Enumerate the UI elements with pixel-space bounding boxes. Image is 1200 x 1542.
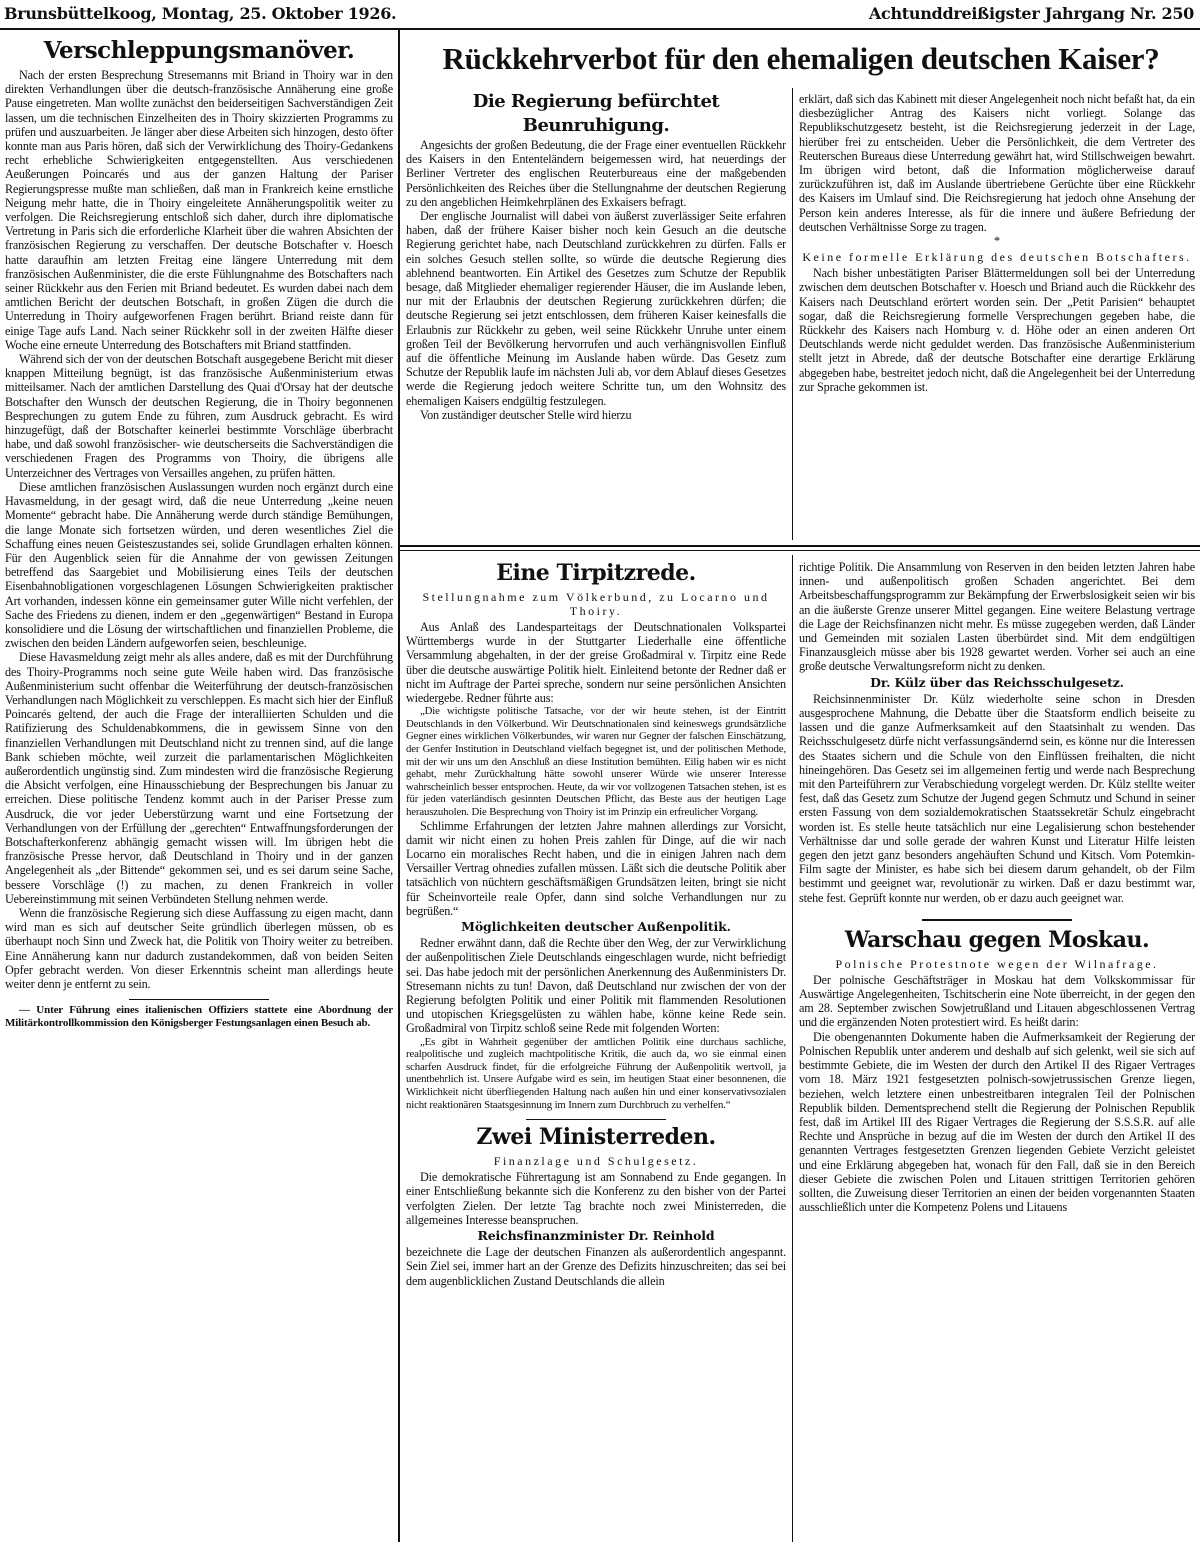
- article-title: Verschleppungsmanöver.: [43, 37, 355, 64]
- paragraph: Schlimme Erfahrungen der letzten Jahre mahnen allerdings zur Vorsicht, damit wir nicht einen zu hohen Preis zahlen für Dinge, auf die wir nach Locarno ein moralisches Recht haben, und die in einigen Jahren nach dem Versailler Vertrag ohnedies zufallen müssen. Läßt sich die deutsche Politik aber tatsächlich von nüchtern geschäftsmäßigen Grundsätzen leiten, bringt sie nicht für Scheinvorteile reale Opfer, dann sind solche Verhandlungen nur zu begrüßen.“: [406, 818, 786, 918]
- article-subtitle: Finanzlage und Schulgesetz.: [493, 1154, 699, 1169]
- article-title: Zwei Ministerreden.: [476, 1124, 716, 1151]
- paragraph: Die obengenannten Dokumente haben die Aufmerksamkeit der Regierung der Polnischen Republik unter anderem und deshalb auf sich gelenkt, weil sie sich auf bestimmte Gebiete, die im Westen der durch den Artikel II des Rigaer Vertrages vom 18. März 1921 festgesetzten polnisch-sowjetrussischen Grenze liegen, beziehen, welch letztere einen unbestreitbaren integralen Teil der Polnischen Republik bilden. Dementsprechend stellt die Regierung der Polnischen Republik fest, daß im Artikel III des Rigaer Vertrages die Regierung der S.S.S.R. auf alle Rechte und Ansprüche in bezug auf die im Westen der durch den Artikel II des genannten Vertrages festgesetzten Grenzen liegenden Gebiete Verzicht geleistet und eine Erklärung abgegeben hat, wonach für den Fall, daß sie in den Bereich dieser Gebiete die zwischen Polen und Litauen strittigen Territorien gehören sollten, die Zuweisung dieser Territorien an einen der beiden vorgenannten Staaten ausschließlich unter die Kompetenz Polens und Litauens: [799, 1029, 1195, 1215]
- paragraph: erklärt, daß sich das Kabinett mit dieser Angelegenheit noch nicht befaßt hat, da ein diesbezüglicher Antrag des Kaisers nicht vorliegt. Solange das Republikschutzgesetz besteht, ist die Reichsregierung jederzeit in der Lage, hierüber frei zu entscheiden. Ueber die Persönlichkeit, die dem Vertreter des Reuterschen Bureaus diese Unterredung gewährt hat, wird Stillschweigen bewahrt. Im übrigen wird betont, daß die Information möglicherweise darauf zurückzuführen ist, daß im Auslande übertriebene Gerüchte über eine Rückkehr des Kaisers im Umlauf sind. Die Reichsregierung hat jedoch ohne Ansehung der Person kein anderes Interesse, als für die innere und äußere Befriedung der deutschen Verhältnisse Sorge zu tragen.: [799, 92, 1195, 234]
- article-title: Eine Tirpitzrede.: [496, 560, 696, 586]
- headline-kaiser: Rückkehrverbot für den ehemaligen deutschen Kaiser?: [442, 41, 1160, 76]
- paragraph: Diese Havasmeldung zeigt mehr als alles andere, daß es mit der Durchführung des Thoiry-Programms noch seine gute Weile haben wird. Das französische Außenministerium sucht offenbar die Weiterführung der deutsch-französischen Verhandlungen nach Möglichkeit zu verschleppen. Es macht sich hier der Einfluß Poincarés geltend, der auch die Frage der interalliierten Schulden und die Ratifizierung des Schuldenabkommens, die in gewissem Sinne von den finanziellen Verhandlungen mit Deutschland nicht zu trennen sind, auf die lange Bank schieben möchte, weil zurzeit die parlamentarischen Möglichkeiten außerordentlich ungünstig sind. Zum mindesten wird die französische Regierung die Absicht verfolgen, eine Hinausschiebung der Besprechungen bis Januar zu erreichen. Diese politische Tendenz kommt auch in der Pariser Presse zum Ausdruck, die vor jeder Ueberstürzung warnt und eine Fortsetzung der Verhandlungen von der Erfüllung der „gerechten“ Entwaffnungsforderungen der Botschafterkonferenz abhängig gemacht wissen will. Im übrigen hebt die französische Presse hervor, daß Deutschland in Thoiry und in der ganzen Angelegenheit als „der Bittende“ gekommen sei, und es sei darum seine Sache, bessere Vorschläge (!) zu machen, zu denen Frankreich in voller Uebereinstimmung mit seinen Verbündeten Stellung nehmen werde.: [5, 650, 393, 906]
- divider: [922, 919, 1072, 921]
- section-rule: [400, 545, 1200, 547]
- paragraph: bezeichnete die Lage der deutschen Finanzen als außerordentlich angespannt. Sein Ziel sei, immer hart an der Grenze des Defizits hinzuschreiten; das sei bei dem augenblicklichen Zustand Deutschlands die allein: [406, 1245, 786, 1288]
- column-divider: [792, 88, 793, 540]
- section-subhead: Möglichkeiten deutscher Außenpolitik.: [461, 918, 731, 934]
- paragraph: Angesichts der großen Bedeutung, die der Frage einer eventuellen Rückkehr des Kaisers in den Ententeländern beigemessen wird, hat neuerdings der Berliner Vertreter des englischen Reuterbureaus eine der maßgebenden Persönlichkeiten des Reiches über die Stellungnahme der deutschen Regierung zu den angeblichen Heimkehrplänen des Exkaisers befragt.: [406, 138, 786, 209]
- volume-number: Achtunddreißigster Jahrgang Nr. 250: [868, 4, 1194, 23]
- article-subtitle: Stellungnahme zum Völkerbund, zu Locarno und Thoiry.: [422, 590, 770, 618]
- paragraph: Redner erwähnt dann, daß die Rechte über den Weg, der zur Verwirklichung der außenpolitischen Ziele Deutschlands eingeschlagen wurde, nicht befriedigt sei. Das habe jedoch mit der persönlichen Anerkennung des Außenministers Dr. Stresemann nichts zu tun! Davon, daß Deutschland nur zwischen der von der Regierung befolgten Politik und einer Politik mit flammenden Resolutionen und utopischen Kriegsgelüsten zu wählen habe, könne keine Rede sein. Großadmiral von Tirpitz schloß seine Rede mit folgenden Worten:: [406, 936, 786, 1036]
- paragraph: Diese amtlichen französischen Auslassungen wurden noch ergänzt durch eine Havasmeldung, in der gesagt wird, daß die neue Unterredung „keine neuen Momente“ gebracht habe. Die Annäherung werde durch ständige Bemühungen, die lange Monate sich fortsetzen würden, und deren wesentliches Ziel die Schaffung eines neuen Geisteszustandes sei, solide Grundlagen erhalten können. Für den Augenblick seien für die Annahme der von gewissen Zeitungen betreffend das Saargebiet und Mobilisierung eines Teils der deutschen Eisenbahnobligationen vorgeschlagenen Lösungen Schwierigkeiten praktischer Art vorhanden, indessen könne ein gemeinsamer guter Wille nicht verfehlen, der Sache des Friedens zu dienen, indem er den „gegenwärtigen“ Bestand in Europa konsolidiere und die Lösung der wirtschaftlichen und finanziellen Probleme, die zwischen den beiden Ländern aufgeworfen seien, beschleunige.: [5, 479, 393, 651]
- news-brief: — Unter Führung eines italienischen Offiziers stattete eine Abordnung der Militärkontrollkommission den Königsberger Festungsanlagen einen Besuch ab.: [5, 1004, 393, 1030]
- article-title: Warschau gegen Moskau.: [844, 926, 1150, 953]
- section-subhead: Reichsfinanzminister Dr. Reinhold: [477, 1227, 715, 1243]
- paragraph: Wenn die französische Regierung sich diese Auffassung zu eigen macht, dann wird man es sich auf deutscher Seite gründlich überlegen müssen, ob es überhaupt noch Sinn und Zweck hat, die Politik von Thoiry weiter zu betreiben. Eine Annäherung kann nur dadurch zustandekommen, daß von beiden Seiten Opfer gebracht werden. Von dieser Erkenntnis scheint man allerdings heute weiter denn je entfernt zu sein.: [5, 905, 393, 991]
- paragraph: Nach der ersten Besprechung Stresemanns mit Briand in Thoiry war in den direkten Verhandlungen über die deutsch-französische Annäherung eine große Pause eingetreten. Man wollte zunächst den beiderseitigen Sachverständigen Zeit lassen, um die technischen Einzelheiten des in Thoiry skizzierten Programms zu prüfen und auszuarbeiten. Je länger aber diese Arbeiten sich hinzogen, desto öfter konnte man aus Paris hören, daß sich der Verwirklichung des Thoiry-Gedankens recht erhebliche Schwierigkeiten entgegenstellten. Aus verschiedenen Aeußerungen Poincarés und aus der ganzen Haltung der Pariser Regierungspresse mußte man schließen, daß man in Frankreich keine ernstliche Neigung mehr hatte, die in Thoiry eingeleitete Annäherungspolitik weiter zu verfolgen. Die Reichsregierung entschloß sich daher, durch ihre diplomatische Vertretung in Paris sich die erforderliche Klarheit über die wahren Absichten der französischen Regierung zu verschaffen. Der deutsche Botschafter v. Hoesch hatte daraufhin am letzten Freitag eine längere Unterredung mit dem französischen Außenminister, die die erste Fühlungnahme des Botschafters nach seiner Rückkehr aus den Ferien mit Briand bedeutet. Es wurden dabei nach dem amtlichen Bericht der deutschen Botschaft, in großen Zügen die durch die Unterredung in Thoiry aufgeworfenen Fragen berührt. Briand reiste dann für einige Tage aufs Land. Nach seiner Rückkehr soll in der zweiten Hälfte dieser Woche eine erneute Unterredung des Botschafters mit Briand stattfinden.: [5, 68, 393, 352]
- paragraph: Von zuständiger deutscher Stelle wird hierzu: [420, 407, 632, 422]
- quotation: „Die wichtigste politische Tatsache, vor der wir heute stehen, ist der Eintritt Deutschlands in den Völkerbund. Wir Deutschnationalen sind keineswegs grundsätzliche Gegner eines wirklichen Völkerbundes, wir waren nur Gegner der falschen Einschätzung, der Genfer Institution in Deutschland vielfach begegnet ist, und der politischen Methode, mit der wir uns um den Anschluß an diese Institution bemühten. Eilig haben wir es nicht gehabt, mehr Zurückhaltung hätte sowohl unserer Würde wie unserer Interesse wahrscheinlich besser entsprochen. Heute, da wir vor vollzogenen Tatsachen stehen, ist es für jeden vaterländisch gesinnten Deutschen Pflicht, das Beste aus der heutigen Lage herauszuholen. Die Besprechung von Thoiry ist im Prinzip ein erfreulicher Vorgang.: [406, 705, 786, 818]
- article-ministerreden-cont: [799, 560, 1195, 1542]
- article-kaiser-col1: [406, 90, 786, 542]
- article-subhead: Die Regierung befürchtet Beunruhigung.: [472, 91, 720, 136]
- article-tirpitz: [406, 558, 786, 1542]
- article-kaiser-col2: [799, 92, 1195, 542]
- paragraph: Die demokratische Führertagung ist am Sonnabend zu Ende gegangen. In einer Entschließung bekannte sich die Konferenz zu den bisher von der Partei verfolgten Zielen. Der letzte Tag brachte noch zwei Ministerreden, die allgemeines Interesse beanspruchen.: [406, 1170, 786, 1227]
- place-date: Brunsbüttelkoog, Montag, 25. Oktober 1926.: [4, 4, 397, 23]
- divider: [129, 999, 269, 1000]
- paragraph: Während sich der von der deutschen Botschaft ausgegebene Bericht mit dieser knappen Mitteilung begnügt, ist das französische Außenministerium etwas mitteilsamer. Nach der amtlichen Darstellung des Quai d'Orsay hat der deutsche Botschafter den Wunsch der deutschen Regierung, die in Thoiry begonnenen Besprechungen zu gutem Ende zu führen, zum Ausdruck gebracht. Es wird hinzugefügt, daß der Botschafter keinerlei bestimmte Vorschläge überbracht habe, und daß sowohl französischer- wie deutscherseits die Sachverständigen die verschiedenen Fragen des Programms von Thoiry, die übrigens alle Unterzeichner des Vertrages von Versailles angehen, zu prüfen hätten.: [5, 352, 393, 480]
- column-divider: [792, 555, 793, 1542]
- paragraph: Aus Anlaß des Landesparteitags der Deutschnationalen Volkspartei Württembergs wurde in der Stuttgarter Liederhalle eine öffentliche Versammlung abgehalten, in der der greise Großadmiral v. Tirpitz eine Rede über die deutsche auswärtige Politik hielt. Einleitend betonte der Redner daß er nicht im Auftrage der Partei spreche, sondern nur seine persönlichen Ansichten wiedergebe. Redner führte aus:: [406, 620, 786, 706]
- paragraph: Nach bisher unbestätigten Pariser Blättermeldungen soll bei der Unterredung zwischen dem deutschen Botschafter v. Hoesch und Briand auch die Rückkehr des Kaisers nach Deutschland erörtert worden sein. Der „Petit Parisien“ behauptet sogar, daß die Reichsregierung formelle Versprechungen gegeben habe, die Rückkehr des Kaisers nach Homburg v. d. Höhe oder an einen anderen Ort Deutschlands werde nicht geduldet werden. Das französische Außenministerium stellt jetzt in Abrede, daß der deutsche Botschafter eine derartige Erklärung abgegeben habe, bestreitet jedoch nicht, daß die Angelegenheit bei der Unterredung zur Sprache gekommen ist.: [799, 266, 1195, 394]
- quotation: „Es gibt in Wahrheit gegenüber der amtlichen Politik eine durchaus sachliche, realpolitische und zugleich machtpolitische Kritik, die auch da, wo sie einmal einen scharfen Ausdruck findet, für die erfolgreiche Führung der Außenpolitik wertvoll, ja unentbehrlich ist. Unsere Aufgabe wird es sein, im heutigen Staat einer besonnenen, die Wirklichkeit nicht überfliegenden Haltung nach außen hin und einer konservativsozialen nicht reaktionären Staatsgesinnung im Innern zum Durchbruch zu verhelfen.“: [406, 1035, 786, 1111]
- paragraph: Der polnische Geschäftsträger in Moskau hat dem Volkskommissar für Auswärtige Angelegenheiten, Tschitscherin eine Note überreicht, in der gegen den am 28. September zwischen Sowjetrußland und Litauen abgeschlossenen Vertrag und die ergänzenden Noten protestiert wird. Es heißt darin:: [799, 972, 1195, 1030]
- header-rule: [0, 28, 1200, 30]
- article-subhead: Keine formelle Erklärung des deutschen Botschafters.: [802, 250, 1192, 265]
- divider: [526, 1119, 666, 1120]
- section-star: *: [994, 234, 1000, 249]
- section-subhead: Dr. Külz über das Reichsschulgesetz.: [870, 674, 1124, 690]
- article-verschleppungsmanoever: [5, 34, 393, 1542]
- article-subtitle: Polnische Protestnote wegen der Wilnafrage.: [835, 956, 1159, 971]
- paragraph: Reichsinnenminister Dr. Külz wiederholte seine schon in Dresden ausgesprochene Mahnung, die Debatte über die Staatsform endlich beiseite zu lassen und die ganze Aufmerksamkeit auf den Staatsinhalt zu wenden. Das Reichsschulgesetz dürfe nicht verfassungsändernd sein, es könne nur die Interessen des Staates sichern und die Schule von den Einflüssen freihalten, die nicht hineingehören. Das Gesetz sei im allgemeinen fertig und werde nach Besprechung mit den Parteiführern zur Verabschiedung vorgelegt werden. Dr. Külz stellte weiter fest, daß das Gesetz zum Schutze der Jugend gegen Schmutz und Schund in seiner ersten Fassung von dem sozialdemokratischen Staatssekretär Schulz eingebracht worden ist. Es stelle heute tatsächlich nur eine Legalisierung schon bestehender Verhältnisse dar und solle gerade der wahren Kunst und Literatur Hilfe leisten gegen den jetzt ganz besonders angehäuften Schund und Kitsch. Vom Potemkin-Film sagte der Minister, es habe sich bei diesem darum gehandelt, ob der Film bestimmt und geeignet war, revolutionär zu wirken. Daß er dazu bestimmt war, stehe fest. Geprüft konnte nur werden, ob er dazu auch geeignet war.: [799, 691, 1195, 905]
- column-divider: [398, 30, 400, 1542]
- section-rule: [400, 550, 1200, 551]
- paragraph: Der englische Journalist will dabei von äußerst zuverlässiger Seite erfahren haben, daß der frühere Kaiser bisher noch kein Gesuch an die deutsche Regierung gerichtet habe, nach Deutschland zurückkehren zu dürfen. Falls er ein solches Gesuch stellen sollte, so würde die deutsche Regierung dies ablehnend beantworten. Ein Artikel des Gesetzes zum Schutze der Republik besage, daß Mitglieder ehemaliger regierender Häuser, die im Auslande leben, nur mit der Erlaubnis der deutschen Regierung zurückkehren dürfen; die deutsche Regierung sei jetzt entschlossen, dem früheren Kaiser keinesfalls die Erlaubnis zur Rückkehr zu geben, weil seine Rückkehr Unruhe unter einem großen Teil der Bevölkerung hervorrufen und auch verhängnisvollen Einfluß auf die öffentliche Meinung im Auslande haben würde. Das Gesetz zum Schutze der Republik laufe im nächsten Juli ab, vor dem Ablauf dieses Gesetzes werde die Regierung jedoch weitere Schritte tun, um den Wohnsitz des ehemaligen Kaisers endgültig festzulegen.: [406, 209, 786, 408]
- paragraph: richtige Politik. Die Ansammlung von Reserven in den beiden letzten Jahren habe innen- und außenpolitisch großen Schaden angerichtet. Bei dem Arbeitsbeschaffungsprogramm zur Bekämpfung der Erwerbslosigkeit seien wir bis an die äußerste Grenze unserer Mittel gegangen. Eine weitere Belastung vertrage die Lage der Reichsfinanzen nicht mehr. Es müsse zugegeben werden, daß Länder und Gemeinden mit sozialen Lasten überbürdet sind. Mit dem endgültigen Finanzausgleich müsse aber bis 1928 gewartet werden. Vorher sei auch an eine große deutsche Verwaltungsreform nicht zu denken.: [799, 560, 1195, 674]
